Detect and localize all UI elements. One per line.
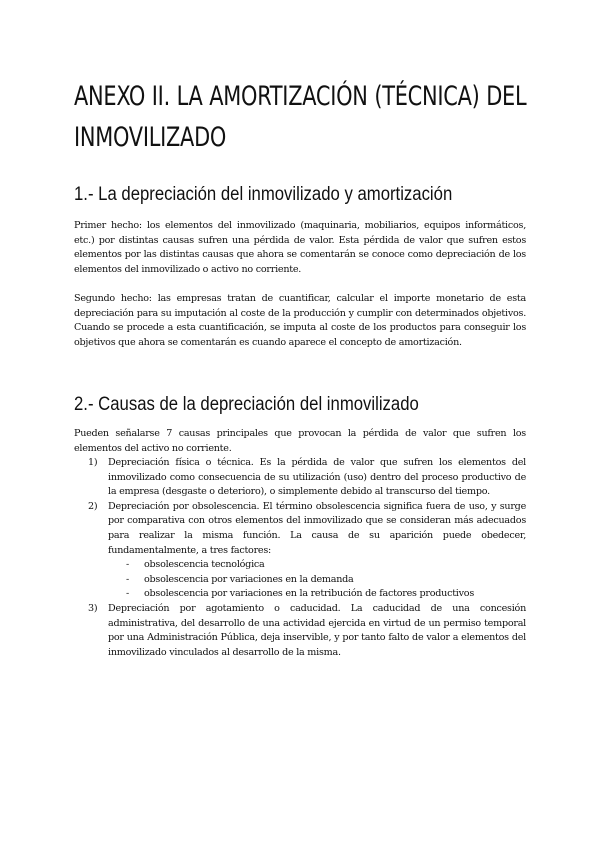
list-item-number: 2) [88, 500, 98, 512]
list-item-text: Depreciación física o técnica. Es la pérdida de valor que sufren los elementos del inmovilizado como consecuencia de su utilización (uso) dentro del proceso productivo de la empresa (desgaste o deterioro), o simplemente debido al transcurso del tiempo. [108, 457, 526, 498]
list-item-number: 1) [88, 457, 98, 468]
section-2-heading: 2.- Causas de la depreciación del inmovilizado [74, 394, 419, 415]
sub-list-item-text: obsolescencia por variaciones en la demanda [144, 573, 354, 585]
obsolescence-factors-list [108, 558, 526, 602]
causes-list [74, 456, 526, 660]
dash-marker: - [126, 588, 129, 600]
list-item-text: Depreciación por agotamiento o caducidad. La caducidad de una concesión administrativa, del desarrollo de una actividad ejercida en virtud de un permiso temporal por una Administración Pública, deja inservible, y por tanto falto de valor a elementos del inmovilizado vinculados al desarrollo de la misma. [108, 602, 526, 658]
page-title: ANEXO II. LA AMORTIZACIÓN (TÉCNICA) DEL INMOVILIZADO [74, 81, 527, 153]
section-2-intro: Pueden señalarse 7 causas principales que provocan la pérdida de valor que sufren los elementos del activo no corriente. [74, 428, 526, 454]
list-item [74, 500, 526, 602]
list-item-text: Depreciación por obsolescencia. El término obsolescencia significa fuera de uso, y surge por comparativa con otros elementos del inmovilizado que se consideran más adecuados para realizar la misma función. La causa de su aparición puede obedecer, fundamentalmente, a tres factores: [108, 500, 526, 556]
sub-list-item [108, 558, 526, 573]
list-item [74, 602, 526, 660]
sub-list-item [108, 573, 526, 588]
dash-marker: - [126, 559, 129, 571]
section-1-heading: 1.- La depreciación del inmovilizado y amortización [74, 184, 453, 205]
dash-marker: - [126, 573, 129, 585]
section-1-paragraph-1: Primer hecho: los elementos del inmovilizado (maquinaria, mobiliarios, equipos informáticos, etc.) por distintas causas sufren una pérdida de valor. Esta pérdida de valor que sufren estos elementos por las distintas causas que ahora se comentarán se conoce como depreciación de los elementos del inmovilizado o activo no corriente. [74, 220, 526, 275]
sub-list-item [108, 587, 526, 602]
list-item-number: 3) [88, 602, 98, 614]
list-item [74, 456, 526, 500]
section-1-paragraph-2: Segundo hecho: las empresas tratan de cuantificar, calcular el importe monetario de esta depreciación para su imputación al coste de la producción y cumplir con determinados objetivos. Cuando se procede a esta cuantificación, se imputa al coste de los productos para conseguir los objetivos que ahora se comentarán es cuando aparece el concepto de amortización. [74, 293, 526, 348]
sub-list-item-text: obsolescencia tecnológica [144, 559, 265, 571]
sub-list-item-text: obsolescencia por variaciones en la retribución de factores productivos [144, 588, 474, 600]
